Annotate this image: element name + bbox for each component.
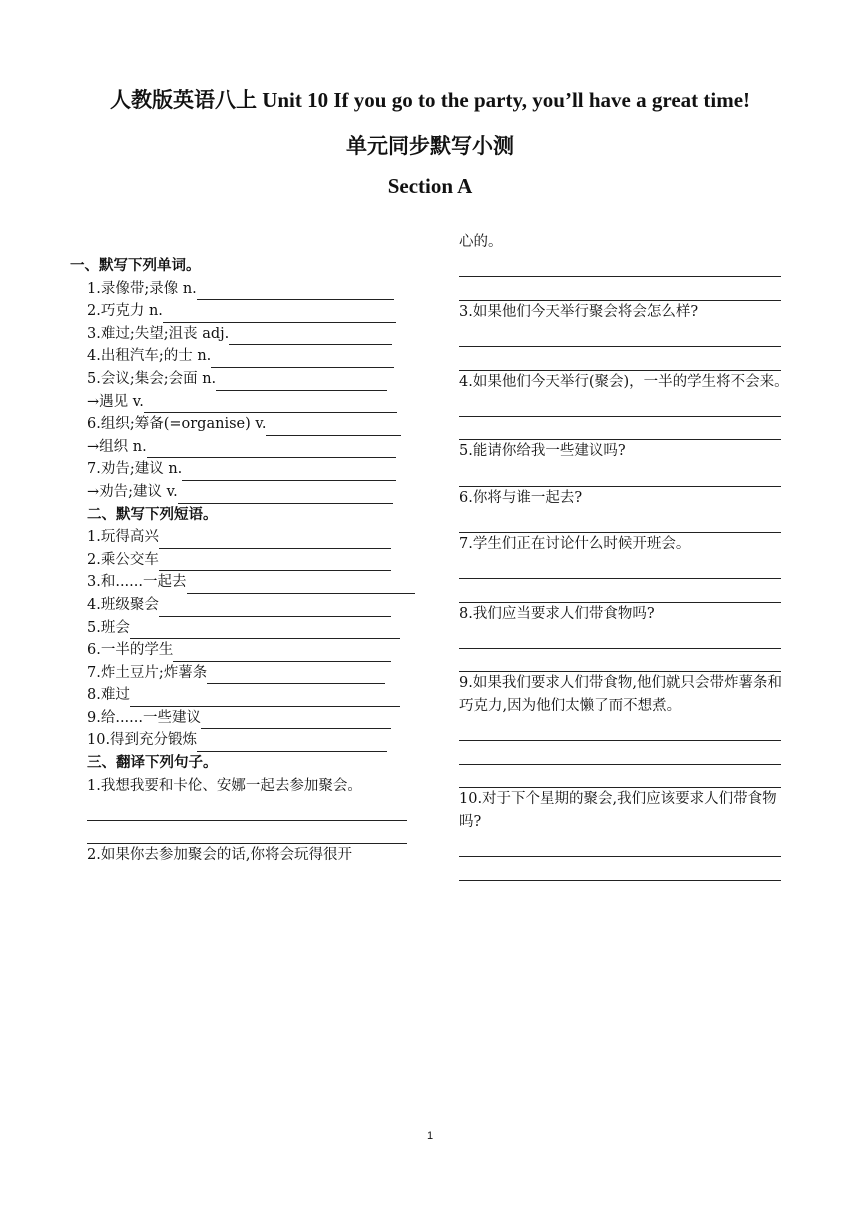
answer-line[interactable] [459,833,781,857]
word-item: 3.难过;失望;沮丧 adj. [70,323,415,346]
answer-line[interactable] [459,254,781,278]
answer-blank[interactable] [159,532,391,549]
answer-blank[interactable] [130,690,400,707]
answer-blank[interactable] [147,441,396,458]
answer-blank[interactable] [173,645,391,662]
right-column [459,231,789,881]
answer-blank[interactable] [159,554,391,571]
sentence-prompt-continued: 心的。 [459,234,503,250]
sentence-prompt: 8.我们应当要求人们带食物吗? [459,605,655,622]
answer-line[interactable] [459,393,781,417]
phrase-item: 8.难过 [70,684,415,707]
phrase-item: 3.和......一起去 [70,571,415,594]
sentence-prompt: 9.如果我们要求人们带食物,他们就只会带炸薯条和巧克力,因为他们太懒了而不想煮。 [459,675,782,714]
word-item: 4.出租汽车;的士 n. [70,345,415,368]
phrase-item: 10.得到充分锻炼 [70,729,415,752]
answer-line[interactable] [459,323,781,347]
answer-blank[interactable] [178,487,393,504]
sentence-prompt: 7.学生们正在讨论什么时候开班会。 [459,535,691,552]
answer-blank[interactable] [130,622,400,639]
sentence-prompt: 3.如果他们今天举行聚会将会怎么样? [459,303,699,320]
phrase-item: 4.班级聚会 [70,594,415,617]
answer-line[interactable] [459,509,781,533]
word-item: →组织 n. [70,436,415,459]
answer-line[interactable] [459,857,781,881]
sentence-prompt: 4.如果他们今天举行(聚会)，一半的学生将不会来。 [459,373,789,390]
phrase-item: 1.玩得高兴 [70,526,415,549]
worksheet-title: 人教版英语八上 Unit 10 If you go to the party, you’ll have a great time! [109,88,751,112]
answer-blank[interactable] [211,351,394,368]
answer-line[interactable] [459,463,781,487]
answer-line[interactable] [459,741,781,765]
answer-blank[interactable] [187,577,416,594]
word-item: 5.会议;集会;会面 n. [70,368,415,391]
phrase-item: 7.炸土豆片;炸薯条 [70,662,415,685]
section-title: Section A [387,174,473,198]
answer-line[interactable] [87,797,407,821]
answer-line[interactable] [459,417,781,441]
answer-blank[interactable] [201,712,391,729]
word-item: 7.劝告;建议 n. [70,458,415,481]
answer-blank[interactable] [216,374,387,391]
part1-heading: 一、默写下列单词。 [70,257,201,274]
answer-line[interactable] [459,717,781,741]
word-item: 6.组织;筹备(=organise) v. [70,413,415,436]
phrase-item: 2.乘公交车 [70,549,415,572]
word-item: →劝告;建议 v. [70,481,415,504]
answer-blank[interactable] [266,419,401,436]
left-column [70,255,415,867]
answer-line[interactable] [87,821,407,845]
sentence-prompt: 6.你将与谁一起去? [459,489,583,506]
answer-blank[interactable] [197,735,387,752]
part2-heading: 二、默写下列短语。 [87,505,218,523]
answer-blank[interactable] [197,283,394,300]
phrase-item: 9.给......一些建议 [70,707,415,730]
answer-blank[interactable] [182,464,396,481]
answer-blank[interactable] [207,667,385,684]
word-item: 1.录像带;录像 n. [70,278,415,301]
answer-line[interactable] [459,579,781,603]
worksheet-subtitle: 单元同步默写小测 [346,134,514,158]
sentence-prompt: 5.能请你给我一些建议吗? [459,443,626,460]
answer-line[interactable] [459,625,781,649]
answer-line[interactable] [459,649,781,673]
answer-blank[interactable] [229,328,392,345]
page-number: 1 [426,1130,434,1142]
answer-line[interactable] [459,347,781,371]
answer-line[interactable] [459,765,781,789]
word-item: →遇见 v. [70,391,415,414]
phrase-item: 6.一半的学生 [70,639,415,662]
answer-blank[interactable] [159,600,391,617]
word-item: 2.巧克力 n. [70,300,415,323]
answer-blank[interactable] [163,306,396,323]
part3-heading: 三、翻译下列句子。 [87,754,218,772]
phrase-item: 5.班会 [70,617,415,640]
answer-line[interactable] [459,555,781,579]
sentence-prompt: 10.对于下个星期的聚会,我们应该要求人们带食物吗? [459,791,777,830]
sentence-prompt: 1.我想我要和卡伦、安娜一起去参加聚会。 [87,777,362,794]
sentence-prompt: 2.如果你去参加聚会的话,你将会玩得很开 [87,847,352,864]
answer-blank[interactable] [144,396,397,413]
answer-line[interactable] [459,277,781,301]
